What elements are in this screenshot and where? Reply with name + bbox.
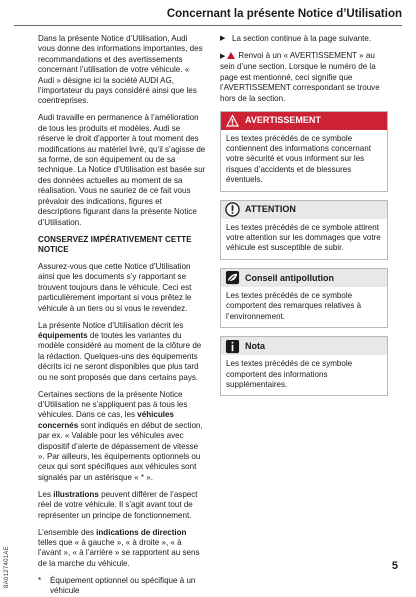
pollution-info-icon — [225, 270, 240, 285]
right-column — [220, 34, 388, 404]
attention-box-body: Les textes précédés de ce symbole attirent votre attention sur les dommages que votre véhicule est susceptible de subir. — [226, 222, 381, 253]
arrow-right-icon: ▶ — [220, 53, 226, 60]
illustrations-paragraph — [38, 490, 206, 521]
environment-box-header — [221, 269, 387, 287]
warning-box-body: Les textes précédés de ce symbole contiennent des informations concernant votre sécurité et vous informent sur les risques d’accidents et de blessures éventuels. — [226, 133, 371, 185]
note-box-title: Nota — [245, 340, 265, 351]
exclamation-circle-icon — [225, 202, 240, 217]
keep-notice-paragraph: Assurez-vous que cette Notice d’Utilisation ainsi que les documents s’y rapportant se trouvent toujours dans le véhicule. Ceci est particulièrement important si vous prêtez le véhicule à un tiers ou si vous le revendez. — [38, 261, 192, 313]
vehicles-paragraph — [38, 390, 206, 484]
page-number: 5 — [391, 560, 398, 572]
text-run: sont indiqués en début de section, par ex. « Valable pour les véhicules avec dispositif d’alerte de dépassement de vitesse ». Par ailleurs, les équipements optionnels ou ceux qui sont spécifiques aux véhicules sont signalés par un astérisque « * ». — [38, 420, 203, 482]
text-run: Certaines sections de la présente Notice d’Utilisation ne s’appliquent pas à tous les véhicules. Dans ce cas, les — [38, 389, 188, 420]
warning-box-title: AVERTISSEMENT — [245, 115, 321, 126]
header-rule — [14, 25, 402, 26]
warning-reference-paragraph — [220, 51, 388, 104]
note-box-body: Les textes précédés de ce symbole comportent des informations supplémentaires. — [226, 359, 353, 389]
note-info-icon — [225, 339, 240, 354]
text-run: de toutes les variantes du modèle considéré au moment de la clôture de la rédaction. Quelques-uns des équipements décrits ici ne seront disponibles que plus tard ou ne sont proposés que dans certains pays. — [38, 330, 202, 382]
warning-triangle-icon — [225, 113, 240, 128]
document-id: 8A0127401AE — [4, 545, 10, 588]
footnote-mark: * — [38, 575, 42, 585]
bold-term: indications de direction — [96, 527, 187, 537]
intro-paragraph: Dans la présente Notice d’Utilisation, Audi vous donne des informations importantes, des recommandations et des avertissements concernant l’utilisation de votre véhicule. « Audi » désigne ici la société AUDI AG, l’importateur du pays considéré ainsi que les coentreprises. — [38, 34, 203, 106]
page-header — [0, 0, 416, 26]
page-title: Concernant la présente Notice d’Utilisation — [166, 8, 402, 20]
note-box — [220, 336, 388, 396]
warning-box-header — [221, 112, 387, 130]
note-box-header — [221, 337, 387, 355]
keep-notice-heading: CONSERVEZ IMPÉRATIVEMENT CETTE NOTICE — [38, 234, 192, 254]
text-run: Les — [38, 489, 54, 499]
continues-text: La section continue à la page suivante. — [232, 34, 372, 43]
direction-paragraph — [38, 528, 206, 570]
footnote-text: Équipement optionnel ou spécifique à un véhicule — [50, 575, 196, 596]
arrow-right-icon: ▶ — [220, 35, 226, 42]
bold-term: équipements — [38, 330, 88, 340]
attention-box-header — [221, 201, 387, 219]
left-column — [38, 34, 206, 597]
attention-box — [220, 200, 388, 260]
reference-text: Renvoi à un « AVERTISSEMENT » au sein d’une section. Lorsque le numéro de la page est mentionné, ceci signifie que l’AVERTISSEMENT correspondant se trouve hors de la section. — [220, 51, 380, 103]
attention-box-title: ATTENTION — [245, 204, 296, 215]
environment-box-body: Les textes précédés de ce symbole comportent des remarques relatives à l’environnement. — [226, 290, 362, 321]
text-run: peuvent différer de l’aspect réel de votre véhicule. Il s’agit avant tout de représenter un principe de fonctionnement. — [38, 489, 198, 520]
text-run: L’ensemble des — [38, 527, 97, 537]
continues-line — [220, 34, 388, 44]
footnote — [38, 576, 206, 597]
text-run: La présente Notice d’Utilisation décrit les — [38, 320, 184, 330]
warning-box — [220, 111, 388, 192]
environment-box — [220, 268, 388, 328]
warning-triangle-icon — [227, 52, 235, 59]
environment-box-title: Conseil antipollution — [245, 272, 334, 283]
bold-term: illustrations — [53, 489, 99, 499]
text-run: telles que « à gauche », « à droite », « à l’avant », « à l’arrière » se rapportent au sens de la marche du véhicule. — [38, 538, 200, 568]
improvement-paragraph: Audi travaille en permanence à l’amélioration de tous les produits et modèles. Audi se réserve le droit d’apporter à tout moment des modifications au matériel livré, qu’il s’agisse de sa forme, de son équipement ou de sa technique. La Notice d’Utilisation est basée sur des données actuelles au moment de sa réalisation. Vous ne sauriez de ce fait vous prévaloir des indications, figures et descriptions figurant dans la présente Notice d’Utilisation. — [38, 113, 206, 227]
equipment-paragraph — [38, 321, 206, 383]
bold-term: véhicules concernés — [38, 410, 174, 430]
